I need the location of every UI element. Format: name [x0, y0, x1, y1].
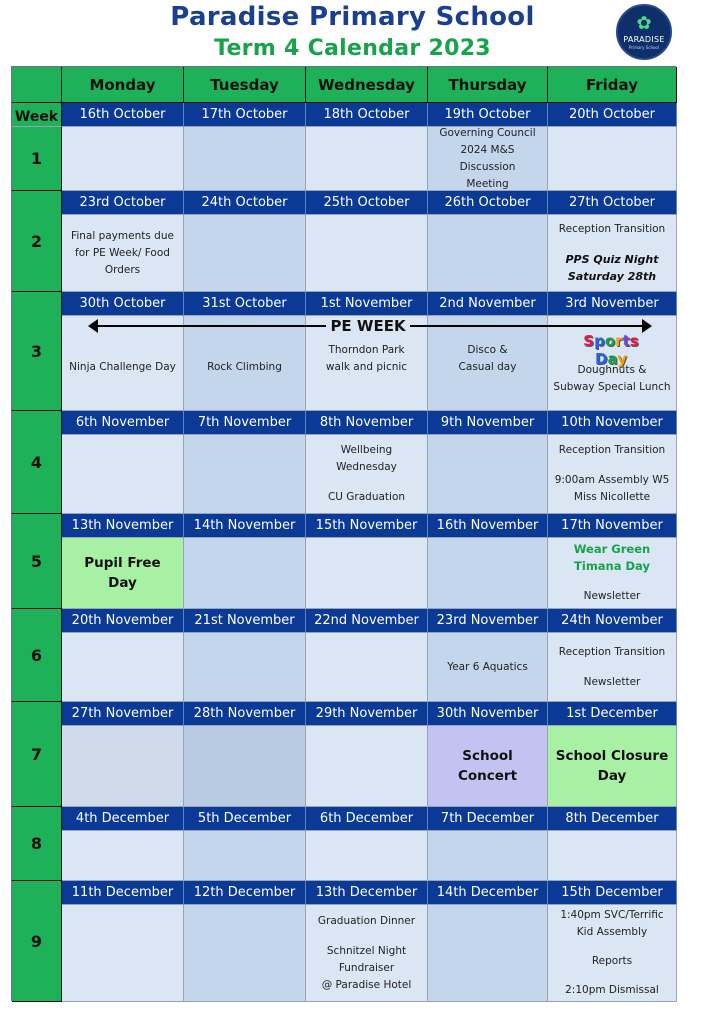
- week-number: 6: [12, 609, 62, 702]
- day-header-friday: Friday: [548, 67, 677, 103]
- event-text: Timana Day: [574, 559, 650, 573]
- day-cell: [62, 435, 184, 514]
- date-header: 16th October: [62, 103, 184, 127]
- date-header: 7th December: [428, 807, 548, 831]
- week-number: 7: [12, 702, 62, 807]
- day-cell: [428, 538, 548, 609]
- date-header: 22nd November: [306, 609, 428, 633]
- day-header-wednesday: Wednesday: [306, 67, 428, 103]
- date-header: 30th November: [428, 702, 548, 726]
- event-text: Wednesday: [336, 461, 397, 473]
- date-header: 13th November: [62, 514, 184, 538]
- event-text: Concert: [457, 768, 518, 784]
- event-text: Subway Special Lunch: [553, 381, 671, 393]
- date-header: 12th December: [184, 881, 306, 905]
- date-header: 4th December: [62, 807, 184, 831]
- date-header: 15th November: [306, 514, 428, 538]
- date-header: 15th December: [548, 881, 677, 905]
- week-column-title: Week: [12, 103, 62, 127]
- day-cell: [184, 726, 306, 807]
- sports-day-letter: o: [604, 332, 616, 350]
- day-cell: [548, 831, 677, 881]
- wings-icon: ✿: [636, 12, 652, 34]
- day-cell: [184, 831, 306, 881]
- date-header: 1st December: [548, 702, 677, 726]
- date-header: 23rd October: [62, 191, 184, 215]
- event-text: Newsletter: [583, 675, 641, 688]
- event-text: Governing Council: [439, 126, 536, 139]
- event-text: Kid Assembly: [576, 926, 648, 938]
- date-header: 20th November: [62, 609, 184, 633]
- day-cell: [62, 215, 184, 292]
- event-text: Final payments due: [71, 229, 174, 242]
- logo-subtext: Primary School: [628, 44, 659, 50]
- logo-text: PARADISE: [623, 34, 665, 44]
- day-cell: [548, 538, 677, 609]
- date-header: 25th October: [306, 191, 428, 215]
- day-cell: [184, 538, 306, 609]
- date-header: 30th October: [62, 292, 184, 316]
- day-cell: [548, 726, 677, 807]
- date-header: 8th December: [548, 807, 677, 831]
- week-number: 2: [12, 191, 62, 292]
- date-header: 18th October: [306, 103, 428, 127]
- event-text: Schnitzel Night: [326, 944, 407, 957]
- date-header: 16th November: [428, 514, 548, 538]
- date-header: 2nd November: [428, 292, 548, 316]
- week-number: 9: [12, 881, 62, 1002]
- sports-day-letter: y: [617, 350, 627, 368]
- date-header: 26th October: [428, 191, 548, 215]
- event-text: School Closure: [555, 748, 669, 764]
- event-text: Disco &: [467, 344, 508, 356]
- week-number: 3: [12, 292, 62, 411]
- sports-day-letter: r: [615, 332, 623, 350]
- event-text: Day: [108, 575, 137, 591]
- event-text: Casual day: [458, 361, 517, 373]
- event-text: Reception Transition: [558, 223, 666, 235]
- day-cell: [306, 831, 428, 881]
- day-cell: [62, 538, 184, 609]
- date-header: 8th November: [306, 411, 428, 435]
- day-cell: [184, 316, 306, 411]
- date-header: 17th October: [184, 103, 306, 127]
- date-header: 13th December: [306, 881, 428, 905]
- sports-day-letter: t: [622, 332, 630, 350]
- sports-day-label: [566, 332, 656, 368]
- day-cell: [428, 726, 548, 807]
- day-cell: [306, 633, 428, 702]
- event-text: Reception Transition: [558, 645, 666, 658]
- date-header: 17th November: [548, 514, 677, 538]
- date-header: 24th October: [184, 191, 306, 215]
- event-text: Orders: [104, 263, 141, 276]
- event-text: walk and picnic: [325, 361, 408, 373]
- day-cell: [428, 633, 548, 702]
- day-header-tuesday: Tuesday: [184, 67, 306, 103]
- page-title: Paradise Primary School: [170, 2, 535, 32]
- date-header: 24th November: [548, 609, 677, 633]
- event-text: Thorndon Park: [328, 344, 405, 356]
- date-header: 14th November: [184, 514, 306, 538]
- date-header: 19th October: [428, 103, 548, 127]
- sports-day-letter: S: [583, 332, 595, 350]
- pe-week-label: PE WEEK: [326, 316, 410, 336]
- arrowhead-icon: [642, 319, 652, 333]
- date-header: 7th November: [184, 411, 306, 435]
- sports-day-letter: D: [595, 350, 608, 368]
- day-cell: [548, 127, 677, 191]
- corner-header: [12, 67, 62, 103]
- day-cell: [548, 905, 677, 1002]
- day-cell: [428, 435, 548, 514]
- day-cell: [184, 215, 306, 292]
- week-number: 8: [12, 807, 62, 881]
- date-header: 27th October: [548, 191, 677, 215]
- event-text: Saturday 28th: [567, 270, 657, 283]
- date-header: 10th November: [548, 411, 677, 435]
- event-text: Miss Nicollette: [573, 491, 651, 503]
- date-header: 28th November: [184, 702, 306, 726]
- date-header: 14th December: [428, 881, 548, 905]
- event-text: Graduation Dinner: [317, 914, 416, 927]
- event-text: Year 6 Aquatics: [447, 660, 528, 673]
- day-cell: [306, 905, 428, 1002]
- day-cell: [62, 127, 184, 191]
- event-text: 2:10pm Dismissal: [565, 984, 659, 996]
- event-text: for PE Week/ Food: [75, 246, 170, 259]
- event-text: Day: [597, 768, 627, 784]
- date-header: 11th December: [62, 881, 184, 905]
- event-text: 2024 M&S Discussion: [459, 143, 516, 173]
- page-subtitle: Term 4 Calendar 2023: [214, 36, 491, 61]
- date-header: 27th November: [62, 702, 184, 726]
- day-cell: [548, 633, 677, 702]
- date-header: 23rd November: [428, 609, 548, 633]
- event-text: School: [462, 748, 513, 764]
- day-cell: [428, 215, 548, 292]
- date-header: 20th October: [548, 103, 677, 127]
- sports-day-letter: s: [629, 332, 639, 350]
- day-cell: [62, 633, 184, 702]
- day-cell: [184, 127, 306, 191]
- day-cell: [548, 215, 677, 292]
- day-cell: [306, 726, 428, 807]
- event-text: Meeting: [466, 177, 509, 190]
- day-cell: [428, 127, 548, 191]
- day-cell: [306, 538, 428, 609]
- day-cell: [306, 215, 428, 292]
- week-number: 4: [12, 411, 62, 514]
- date-header: 3rd November: [548, 292, 677, 316]
- day-cell: [62, 726, 184, 807]
- day-cell: [548, 435, 677, 514]
- date-header: 9th November: [428, 411, 548, 435]
- event-text: 9:00am Assembly W5: [554, 474, 670, 486]
- sports-day-letter: a: [607, 350, 618, 368]
- event-text: Fundraiser: [338, 961, 395, 974]
- date-header: 1st November: [306, 292, 428, 316]
- day-cell: [184, 435, 306, 514]
- day-cell: [62, 831, 184, 881]
- date-header: 5th December: [184, 807, 306, 831]
- week-number: 5: [12, 514, 62, 609]
- date-header: 21st November: [184, 609, 306, 633]
- event-text: PPS Quiz Night: [565, 253, 659, 266]
- school-logo: [616, 4, 672, 60]
- date-header: 29th November: [306, 702, 428, 726]
- event-text: @ Paradise Hotel: [321, 978, 412, 991]
- event-text: Reception Transition: [558, 444, 666, 456]
- day-cell: [306, 435, 428, 514]
- date-header: 31st October: [184, 292, 306, 316]
- date-header: 6th November: [62, 411, 184, 435]
- event-text: Wellbeing: [340, 444, 393, 456]
- day-cell: [428, 831, 548, 881]
- event-text: Ninja Challenge Day: [69, 361, 176, 373]
- event-text: Pupil Free: [84, 555, 161, 571]
- day-cell: [62, 316, 184, 411]
- day-header-thursday: Thursday: [428, 67, 548, 103]
- event-text: Newsletter: [583, 590, 641, 602]
- arrowhead-icon: [88, 319, 98, 333]
- event-text: Doughnuts &: [577, 364, 647, 376]
- sports-day-letter: p: [594, 332, 605, 350]
- event-text: 1:40pm SVC/Terrific: [560, 909, 664, 921]
- event-text: Rock Climbing: [207, 361, 282, 373]
- event-text: Reports: [591, 955, 633, 967]
- day-cell: [184, 633, 306, 702]
- day-cell: [428, 316, 548, 411]
- day-cell: [62, 905, 184, 1002]
- date-header: 6th December: [306, 807, 428, 831]
- day-cell: [428, 905, 548, 1002]
- event-text: CU Graduation: [327, 491, 406, 503]
- day-cell: [184, 905, 306, 1002]
- event-text: Wear Green: [573, 542, 651, 556]
- day-cell: [306, 127, 428, 191]
- day-header-monday: Monday: [62, 67, 184, 103]
- week-number: 1: [12, 127, 62, 191]
- calendar-grid: [11, 66, 676, 1001]
